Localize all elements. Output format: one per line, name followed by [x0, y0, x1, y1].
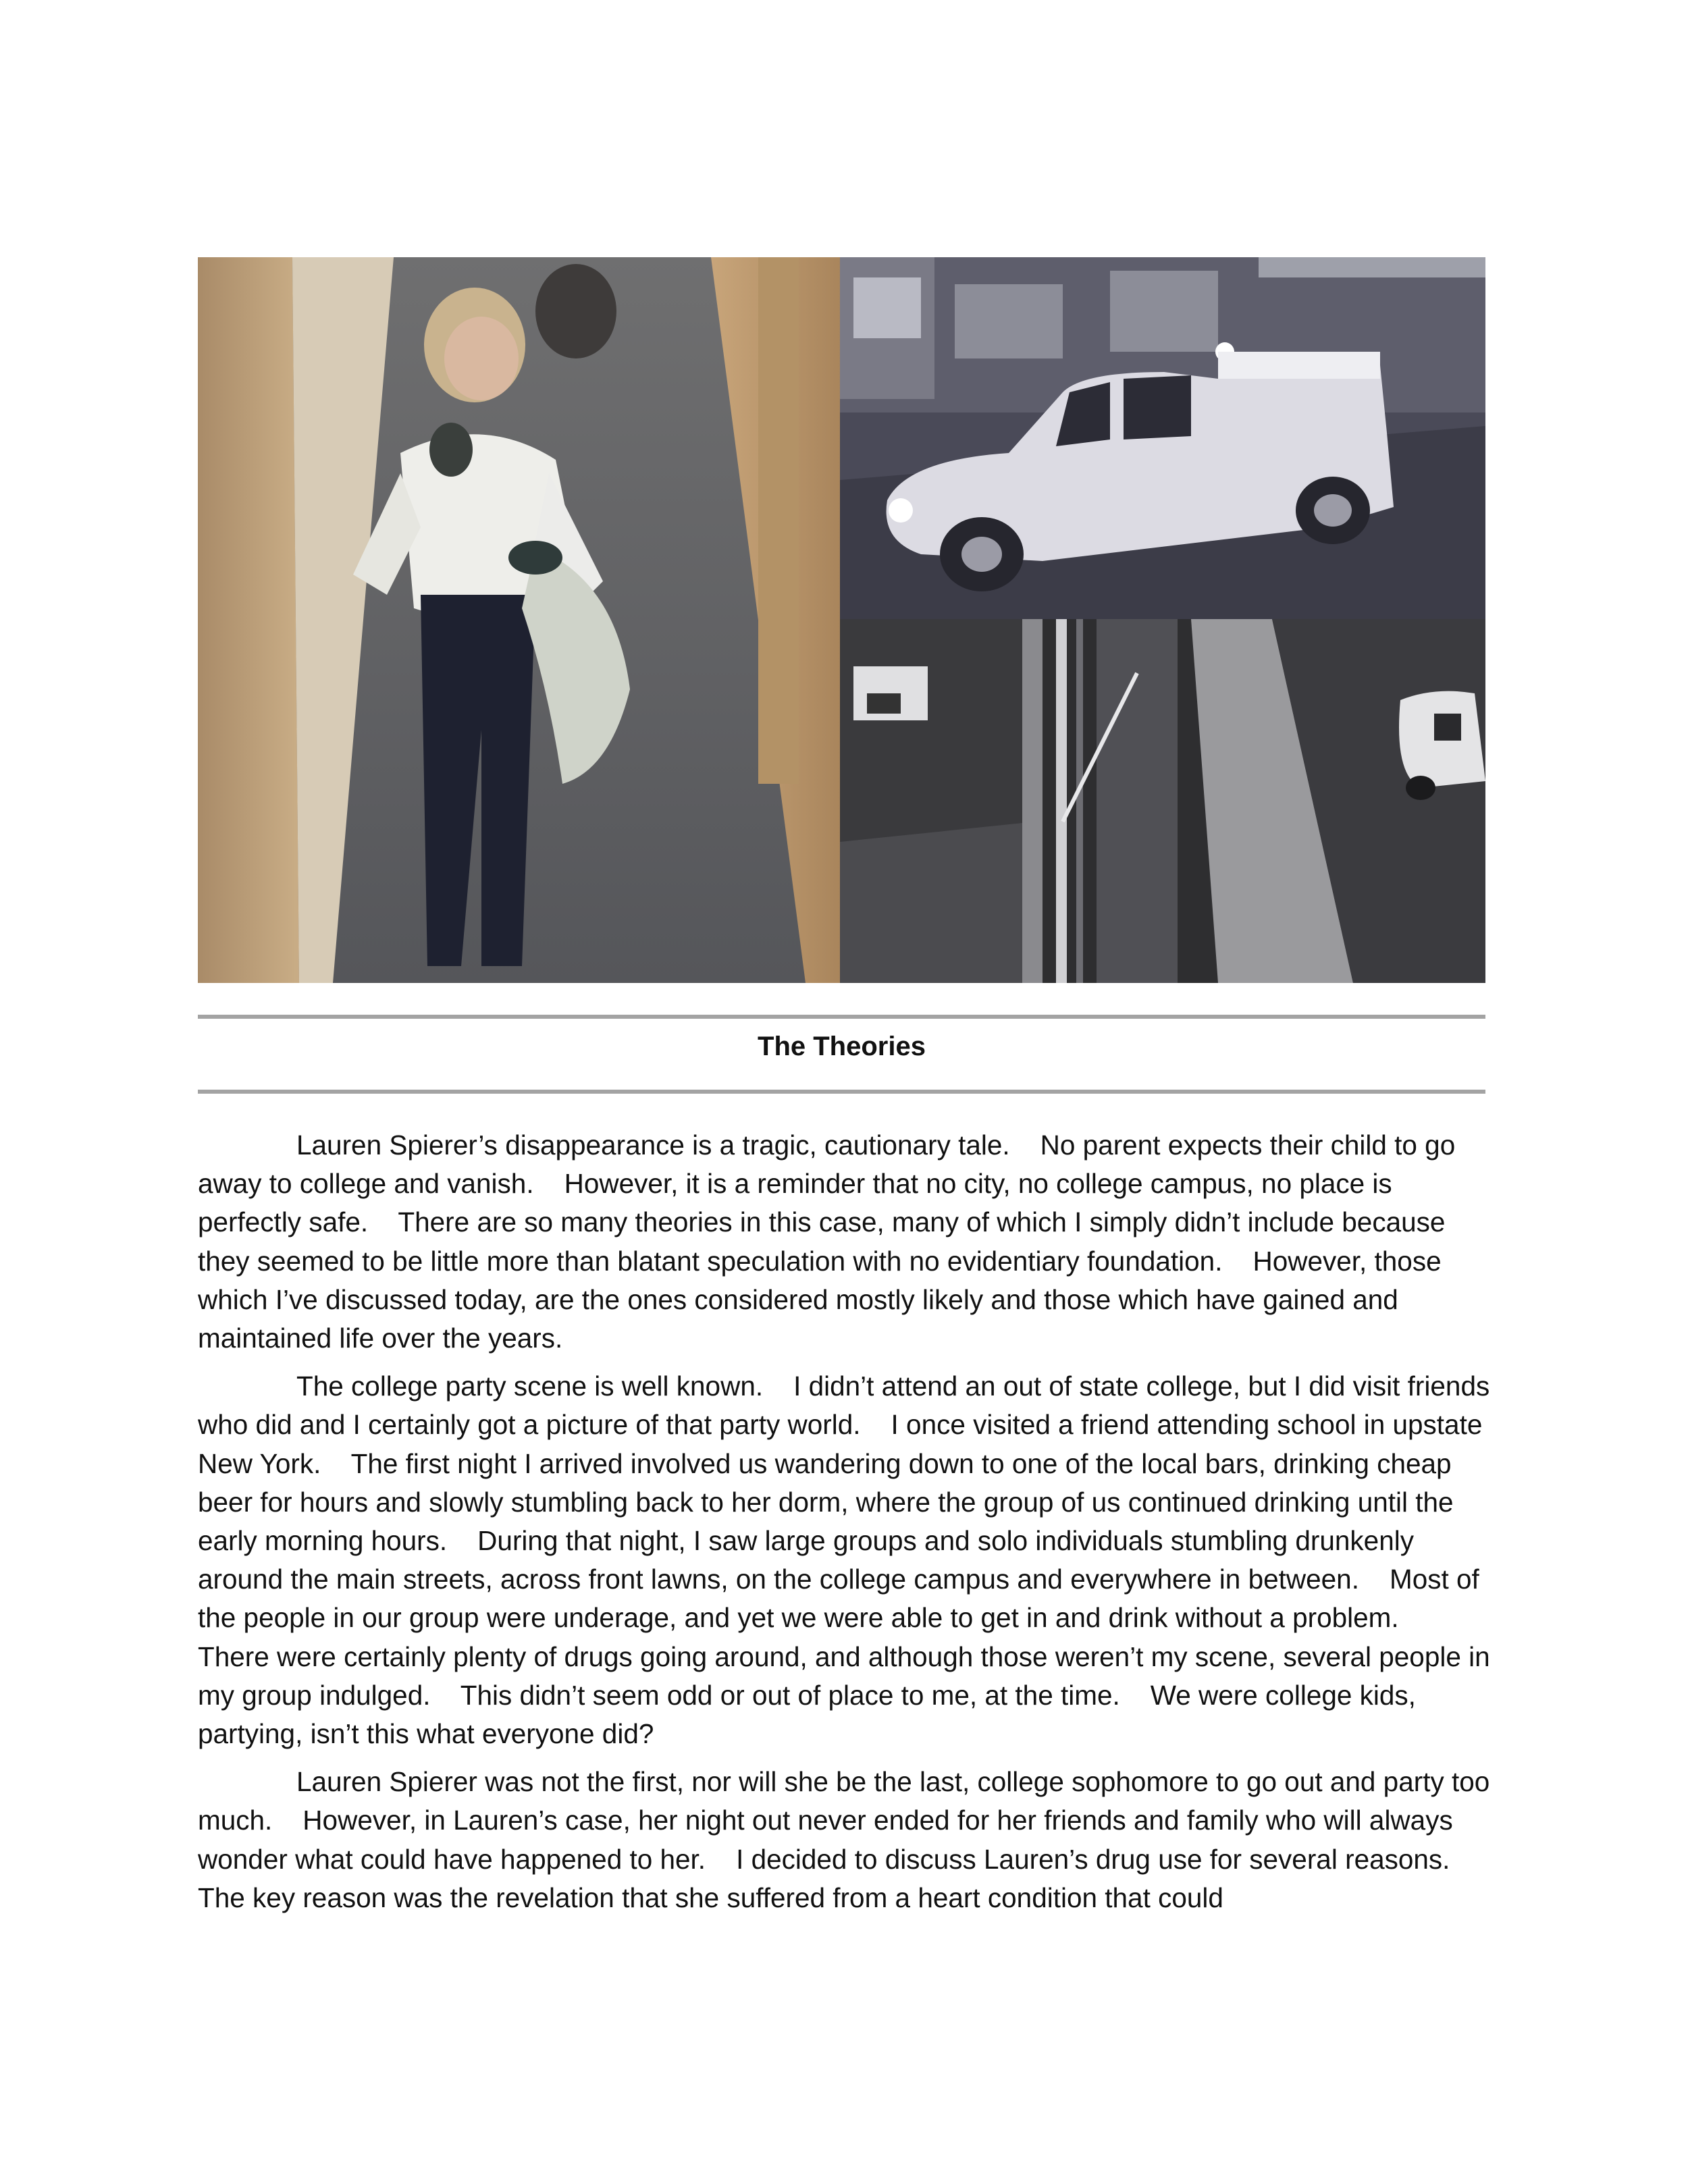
hallway-photo-graphic	[198, 257, 840, 983]
street-photo-graphic	[840, 619, 1485, 983]
pickup-truck-surveillance-photo	[840, 257, 1485, 619]
heading-bottom-rule	[198, 1090, 1485, 1094]
surveillance-photo-collage	[198, 257, 1485, 983]
street-surveillance-photo	[840, 619, 1485, 983]
heading-top-rule	[198, 1015, 1485, 1019]
body-paragraph: The college party scene is well known. I didn’t attend an out of state college, but I did visit friends who did and I certainly got a picture of that party world. I once visited a friend attending school in upstate New York. The first night I arrived involved us wandering down to one of the local bars, drinking cheap beer for hours and slowly stumbling back to her dorm, where the group of us continued drinking until the early morning hours. During that night, I saw large groups and solo individuals stumbling drunkenly around the main streets, across front lawns, on the college campus and everywhere in between. Most of the people in our group were underage, and yet we were able to get in and drink without a problem. There were certainly plenty of drugs going around, and although those weren’t my scene, several people in my group indulged. This didn’t seem odd or out of place to me, at the time. We were college kids, partying, isn’t this what everyone did?	[198, 1370, 1498, 1750]
body-paragraph: Lauren Spierer’s disappearance is a tragic, cautionary tale. No parent expects their child to go away to college and vanish. However, it is a reminder that no city, no college campus, no place is perfectly safe. There are so many theories in this case, many of which I simply didn’t include because they seemed to be little more than blatant speculation with no evidentiary foundation. However, those which I’ve discussed today, are the ones considered mostly likely and those which have gained and maintained life over the years.	[198, 1129, 1463, 1354]
article-body	[198, 1126, 1498, 1927]
hallway-surveillance-photo	[198, 257, 840, 983]
section-heading: The Theories	[758, 1032, 926, 1061]
truck-photo-graphic	[840, 257, 1485, 619]
body-paragraph: Lauren Spierer was not the first, nor will she be the last, college sophomore to go out and party too much. However, in Lauren’s case, her night out never ended for her friends and family who will always wonder what could have happened to her. I decided to discuss Lauren’s drug use for several reasons. The key reason was the revelation that she suffered from a heart condition that could	[198, 1766, 1498, 1913]
